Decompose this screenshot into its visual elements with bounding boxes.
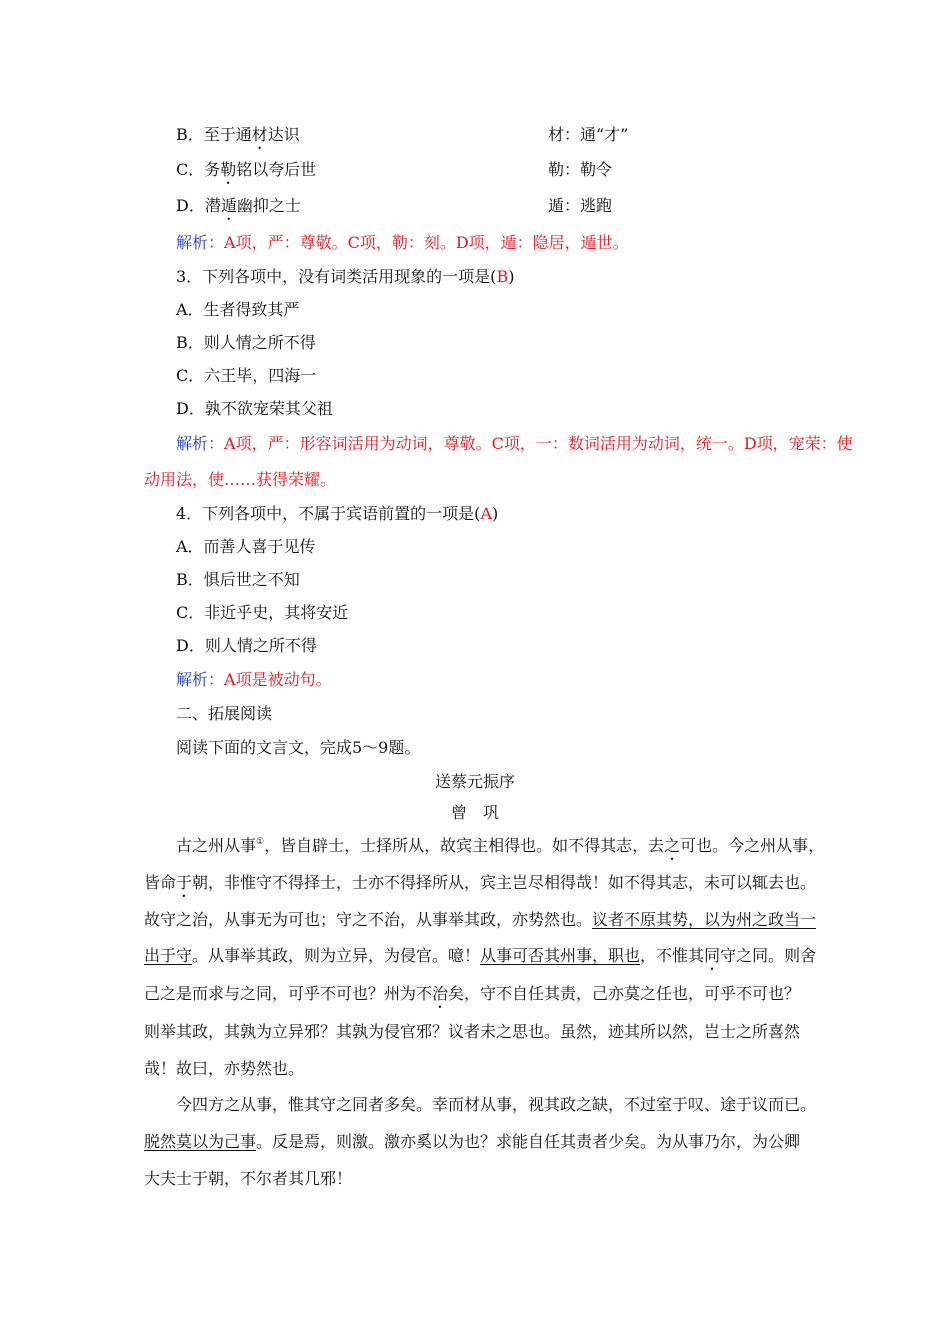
q2-option-c: C．务勒铭以夸后世 勒：勒令 xyxy=(176,160,613,179)
essay-p2-line3: 大夫士于朝，不尔者其几邪！ xyxy=(144,1169,353,1188)
q3-analysis-line2: 动用法，使……获得荣耀。 xyxy=(144,470,337,489)
q4-analysis: 解析：A项是被动句。 xyxy=(176,670,332,689)
q3-stem: 3．下列各项中，没有词类活用现象的一项是(B) xyxy=(176,267,515,286)
essay-p2-line2: 脱然莫以为己事。反是焉，则激。激亦奚以为也？求能自任其责者少矣。为从事乃尔，为公卿 xyxy=(144,1132,801,1151)
q2-option-b: B．至于通材达识 材：通“才” xyxy=(176,125,629,144)
q3-option-a: A．生者得致其严 xyxy=(176,300,300,319)
essay-author: 曾 巩 xyxy=(450,803,499,822)
q3-answer: B xyxy=(496,267,509,286)
q2-gloss-d: 遁：逃跑 xyxy=(548,196,613,215)
q3-option-b: B．则人情之所不得 xyxy=(176,333,316,352)
essay-p2-line1: 今四方之从事，惟其守之同者多矣。幸而材从事，视其政之缺，不过室于叹、途于议而已。 xyxy=(176,1095,817,1114)
q2-gloss-c: 勒：勒令 xyxy=(548,160,613,179)
q3-analysis-line1: 解析：A项，严：形容词活用为动词，尊敬。C项，一：数词活用为动词，统一。D项，宠荣：使 xyxy=(176,434,853,453)
q4-answer: A xyxy=(480,504,492,523)
emphasis-char: 勒 xyxy=(220,160,237,179)
essay-p1-line6: 则举其政，其孰为立异邪？其孰为侵官邪？议者未之思也。虽然，迹其所以然，岂士之所喜然 xyxy=(144,1022,801,1041)
q4-option-a: A．而善人喜于见传 xyxy=(176,537,316,556)
essay-p1-line3: 故守之治，从事无为可也；守之不治，从事举其政，亦势然也。议者不原其势，以为州之政当一 xyxy=(144,910,817,929)
underlined-sentence: 出于守 xyxy=(144,946,193,965)
emphasis-char: 治 xyxy=(432,984,449,1003)
q2-analysis: 解析：A项，严：尊敬。C项，勒：刻。D项，遁：隐居，遁世。 xyxy=(176,233,629,252)
footnote-mark: ① xyxy=(256,837,265,847)
essay-p1-line5: 己之是而求与之同，可乎不可也？州为不治矣，守不自任其责，己亦莫之任也，可乎不可也？ xyxy=(144,984,801,1003)
q3-option-d: D．孰不欲宠荣其父祖 xyxy=(176,399,333,418)
underlined-sentence: 议者不原其势，以为州之政当一 xyxy=(592,910,817,929)
underlined-sentence: 脱然莫以为己事 xyxy=(144,1132,257,1151)
essay-p1-line2: 皆命于朝，非惟守不得择士，士亦不得择所从，宾主岂尽相得哉！如不得其志，未可以辄去也。 xyxy=(144,873,817,892)
q4-stem: 4．下列各项中，不属于宾语前置的一项是(A) xyxy=(176,504,499,523)
q3-option-c: C．六王毕，四海一 xyxy=(176,366,317,385)
q4-option-d: D．则人情之所不得 xyxy=(176,636,317,655)
essay-title: 送蔡元振序 xyxy=(434,772,515,791)
q2-option-d: D．潜遁幽抑之士 遁：逃跑 xyxy=(176,196,613,215)
emphasis-char: 于 xyxy=(176,873,193,892)
essay-p1-line1: 古之州从事①，皆自辟士，士择所从，故宾主相得也。如不得其志，去之可也。今之州从事， xyxy=(176,836,825,855)
essay-p1-line7: 哉！故曰，亦势然也。 xyxy=(144,1059,305,1078)
underlined-sentence-2: 从事可否其州事，职也 xyxy=(480,946,641,965)
emphasis-char: 同 xyxy=(704,946,721,965)
q4-option-c: C．非近乎史，其将安近 xyxy=(176,603,349,622)
q4-option-b: B．惧后世之不知 xyxy=(176,570,300,589)
q2-gloss-b: 材：通“才” xyxy=(548,125,629,144)
emphasis-char: 之 xyxy=(664,836,681,855)
emphasis-char: 材 xyxy=(251,125,268,144)
emphasis-char: 遁 xyxy=(220,196,237,215)
essay-p1-line4: 出于守。从事举其政，则为立异，为侵官。噫！从事可否其州事，职也，不惟其同守之同。则舍 xyxy=(144,946,817,965)
section-title: 二、拓展阅读 xyxy=(176,704,273,723)
reading-instruction: 阅读下面的文言文，完成5～9题。 xyxy=(176,738,421,757)
